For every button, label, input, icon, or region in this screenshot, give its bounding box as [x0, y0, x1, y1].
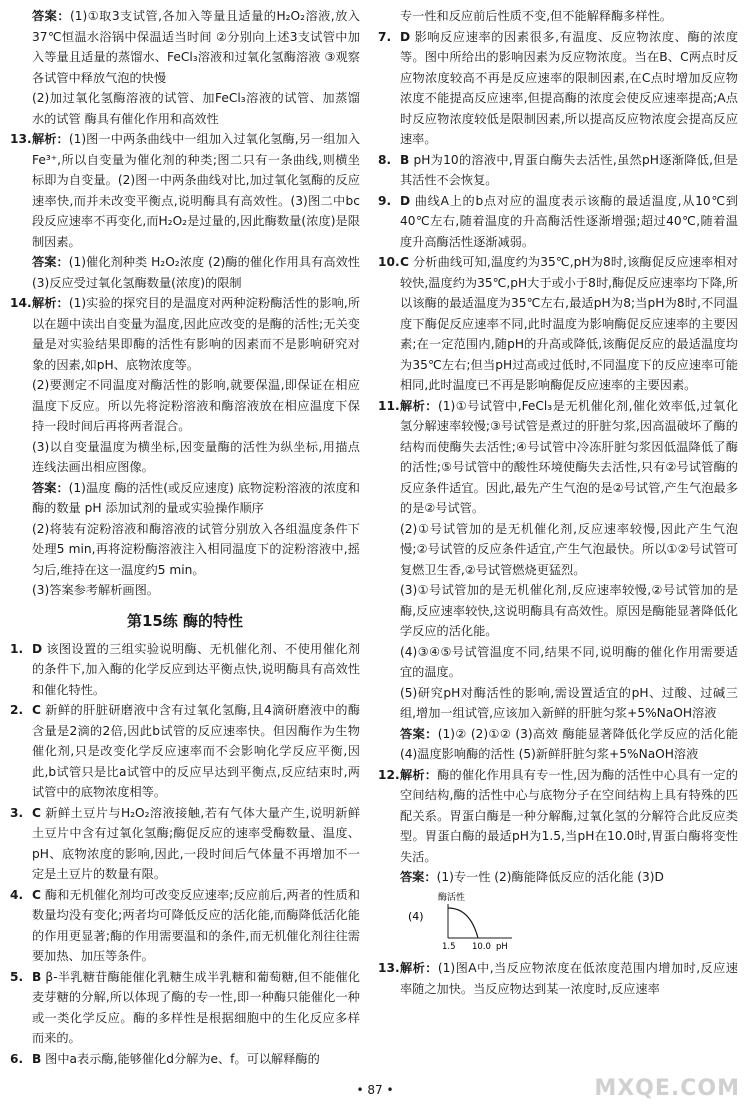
analysis-text: β-半乳糖苷酶能催化乳糖生成半乳糖和葡萄糖,但不能催化麦芽糖的分解,所以体现了酶的专一性,即一种酶只能催化一种或一类化学反应。酶的多样性是根据细胞中的生化反应多样而来的。 — [32, 969, 360, 1045]
question-number: 12. — [378, 767, 400, 782]
answer-label: 答案： — [32, 255, 69, 269]
watermark: MXQE.COM — [594, 1076, 740, 1101]
answer-text: (1)温度 酶的活性(或反应速度) 底物淀粉溶液的浓度和酶的数量 pH 添加试剂的量或实验操作顺序 — [32, 480, 360, 515]
chart-ylabel: 酶活性 — [438, 892, 466, 903]
analysis-text: (5)研究pH对酶活性的影响,需设置适宜的pH、过酸、过碱三组,增加一组试管,应该加入新鲜的肝脏匀浆+5%NaOH溶液 — [400, 685, 738, 720]
question-5 — [10, 967, 360, 1049]
question-number: 4. — [10, 887, 24, 902]
answer-text: (3)答案参考解析画图。 — [32, 583, 159, 597]
question-number: 2. — [10, 703, 24, 717]
section-title: 第15练 酶的特性 — [126, 611, 244, 630]
question-2 — [10, 700, 360, 803]
analysis-text: (1)图一中两条曲线中一组加入过氧化氢酶,另一组加入Fe³⁺,所以自变量为催化剂的种类;图二只有一条曲线,则横坐标即为自变量。(2)图一中两条曲线对比,加过氧化氢酶的反应速率快,而并未改变平衡点,说明酶具有高效性。(3)图二中bc段反应速率不再变化,而H₂O₂是过量的,因此酶数量(浓度)是限制因素。 — [32, 132, 361, 249]
question-13 — [10, 129, 360, 293]
chart-xlabel: pH — [496, 941, 508, 952]
analysis-label: 解析： — [400, 961, 438, 975]
analysis-label: 解析： — [400, 398, 438, 413]
analysis-text: pH为10的溶液中,胃蛋白酶失去活性,虽然pH逐渐降低,但是其活性不会恢复。 — [400, 152, 738, 187]
choice-letter: B — [32, 1051, 42, 1066]
choice-letter: B — [400, 152, 410, 167]
analysis-text: 影响反应速率的因素很多,有温度、反应物浓度、酶的浓度等。图中所给出的影响因素为反应物浓度。当在B、C两点时反应物浓度较高不再是反应速率的限制因素,在C点时增加反应物浓度不能提高反应速率,但提高酶的浓度会使反应速率提高;A点时反应物浓度较低是限制因素,所以提高反应物浓度会提高反应速率。 — [400, 29, 738, 146]
question-number: 14. — [10, 296, 32, 310]
analysis-text: 分析曲线可知,温度约为35℃,pH为8时,该酶促反应速率相对较快,温度约为35℃,pH大于或小于8时,酶促反应速率均下降,所以该酶的最适温度为35℃左右,最适pH为8;当pH为8时,不同温度下酶促反应速率不同,此时温度为影响酶促反应速率的主要因素;在一定范围内,随pH的升高或降低,该酶促反应的最适温度均为35℃左右;但当pH过高或过低时,不同温度下的反应速率可能相同,此时温度已不再是影响酶促反应速率的主要因素。 — [400, 255, 738, 392]
prev-answer-block — [10, 6, 360, 129]
question-3 — [10, 803, 360, 885]
analysis-text: 该图设置的三组实验说明酶、无机催化剂、不使用催化剂的条件下,加入酶的化学反应到达平衡点快,说明酶具有高效性和催化特性。 — [32, 641, 361, 697]
question-number: 10. — [378, 255, 400, 269]
answer-text: (1)专一性 (2)酶能降低反应的活化能 (3)D — [436, 870, 664, 884]
analysis-text: 专一性和反应前后性质不变,但不能解释酶多样性。 — [400, 9, 672, 23]
answer-label: 答案： — [32, 480, 69, 495]
sub-answer-label: (4) — [408, 909, 424, 923]
analysis-text: 图中a表示酶,能够催化d分解为e、f。可以解释酶的 — [45, 1051, 320, 1066]
analysis-text: 新鲜的肝脏研磨液中含有过氧化氢酶,且4滴研磨液中的酶含量是2滴的2倍,因此b试管的反应速率快。但因酶作为生物催化剂,只是改变化学反应速率而不会影响化学反应平衡,因此,b试管只是比a试管中的反应早达到平衡点,反应结束时,两试管中的底物浓度相等。 — [32, 703, 361, 799]
question-number: 13. — [378, 961, 400, 975]
answer-label: 答案： — [400, 726, 438, 741]
question-number: 5. — [10, 969, 24, 984]
question-number: 9. — [378, 193, 392, 208]
question-10 — [378, 252, 738, 396]
question-8 — [378, 150, 738, 191]
left-column — [10, 6, 360, 1069]
question-number: 7. — [378, 29, 392, 44]
answer-text: (1)② (2)①② (3)高效 酶能显著降低化学反应的活化能 (4)温度影响酶的活性 (5)新鲜肝脏匀浆+5%NaOH溶液 — [400, 726, 738, 761]
question-11 — [378, 396, 738, 765]
analysis-label: 解析： — [32, 296, 69, 310]
choice-letter: C — [400, 255, 409, 269]
analysis-text: (1)①号试管中,FeCl₃是无机催化剂,催化效率低,过氧化氢分解速率较慢;③号试管是煮过的肝脏匀浆,因高温破坏了酶的结构而使酶失去活性;④号试管中冷冻肝脏匀浆因低温降低了酶的活性;⑤号试管中的酸性环境使酶失去活性,只有②号试管酶的反应条件适宜。因此,最先产生气泡的是②号试管,产生气泡最多的是②号试管。 — [400, 398, 739, 515]
choice-letter: D — [400, 29, 411, 44]
choice-letter: C — [32, 887, 41, 902]
answer-line: (1)①取3支试管,各加入等量且适量的H₂O₂溶液,放入37℃恒温水浴锅中保温适当时间 ②分别向上述3支试管中加入等量且适量的蒸馏水、FeCl₃溶液和过氧化氢酶溶液 ③观察各试管中释放气泡的快慢 — [32, 9, 360, 85]
activity-curve — [448, 908, 478, 938]
question-13-right — [378, 958, 738, 999]
answer-line: (2)加过氧化氢酶溶液的试管、加FeCl₃溶液的试管、加蒸馏水的试管 酶具有催化作用和高效性 — [32, 91, 360, 126]
analysis-text: (2)要测定不同温度对酶活性的影响,就要保温,即保证在相应温度下反应。所以先将淀粉溶液和酶溶液放在相应温度下保持一段时间后再将两者混合。 — [32, 378, 360, 433]
analysis-text: 曲线A上的b点对应的温度表示该酶的最适温度,从10℃到40℃左右,随着温度的升高酶活性逐渐增强;超过40℃,随着温度升高酶活性逐渐减弱。 — [400, 193, 738, 249]
analysis-text: (2)①号试管加的是无机催化剂,反应速率较慢,因此产生气泡慢;②号试管的反应条件适宜,产生气泡最快。所以①②号试管可复燃卫生香,②号试管燃烧更猛烈。 — [400, 521, 738, 577]
right-column — [378, 6, 738, 999]
question-number: 1. — [10, 641, 24, 656]
tick-label: 10.0 — [472, 941, 491, 952]
page-number: • 87 • — [356, 1083, 394, 1097]
choice-letter: D — [32, 641, 43, 656]
analysis-text: (1)实验的探究目的是温度对两种淀粉酶活性的影响,所以在题中读出自变量为温度,因此应改变的是酶的活性;无关变量是对实验结果即酶的活性有影响的因素而不是影响研究对象的因素,如pH、底物浓度等。 — [32, 296, 361, 372]
question-number: 8. — [378, 152, 392, 167]
analysis-label: 解析： — [32, 132, 69, 146]
answer-text: (2)将装有淀粉溶液和酶溶液的试管分别放入各组温度条件下处理5 min,再将淀粉酶溶液注入相同温度下的淀粉溶液中,摇匀后,维持在这一温度约5 min。 — [32, 521, 360, 577]
tick-label: 1.5 — [442, 941, 456, 952]
analysis-text: 酶和无机催化剂均可改变反应速率;反应前后,两者的性质和数量均没有变化;两者均可降低反应的活化能,而酶降低活化能的作用更显著;酶的作用需要温和的条件,而无机催化剂往往需要加热、加压等条件。 — [32, 887, 360, 963]
choice-letter: D — [400, 193, 411, 208]
enzyme-activity-sketch-svg — [408, 890, 528, 952]
analysis-text: (1)图A中,当反应物浓度在低浓度范围内增加时,反应速率随之加快。当反应物达到某一浓度时,反应速率 — [400, 961, 738, 996]
question-number: 3. — [10, 805, 24, 820]
question-6-continued — [378, 6, 738, 27]
question-12 — [378, 765, 738, 959]
question-number: 6. — [10, 1051, 24, 1066]
question-4 — [10, 885, 360, 967]
question-number: 13. — [10, 132, 32, 146]
analysis-text: 酶的催化作用具有专一性,因为酶的活性中心具有一定的空间结构,酶的活性中心与底物分子在空间结构上具有特殊的匹配关系。胃蛋白酶是一种分解酶,过氧化氢的分解符合此反应类型。胃蛋白酶的最适pH为1.5,当pH在10.0时,胃蛋白酶将变性失活。 — [400, 767, 738, 864]
choice-letter: C — [32, 703, 41, 717]
analysis-text: (4)③④⑤号试管温度不同,结果不同,说明酶的催化作用需要适宜的温度。 — [400, 644, 738, 679]
question-1 — [10, 639, 360, 701]
question-7 — [378, 27, 738, 150]
analysis-text: (3)以自变量温度为横坐标,因变量酶的活性为纵坐标,用描点连线法画出相应图像。 — [32, 439, 360, 474]
choice-letter: B — [32, 969, 42, 984]
analysis-text: 新鲜土豆片与H₂O₂溶液接触,若有气体大量产生,说明新鲜土豆片中含有过氧化氢酶;酶促反应的速率受酶数量、温度、pH、底物浓度的影响,因此,一段时间后气体量不再增加不一定是土豆片的数量有限。 — [32, 805, 361, 881]
question-9 — [378, 191, 738, 253]
analysis-text: (3)①号试管加的是无机催化剂,反应速率较慢,②号试管加的是酶,反应速率较快,这说明酶具有高效性。原因是酶能显著降低化学反应的活化能。 — [400, 583, 738, 638]
enzyme-activity-sketch — [408, 890, 738, 959]
choice-letter: C — [32, 805, 41, 820]
question-number: 11. — [378, 398, 400, 413]
answer-label: 答案： — [32, 9, 71, 23]
question-6 — [10, 1049, 360, 1070]
answer-text: (1)催化剂种类 H₂O₂浓度 (2)酶的催化作用具有高效性 (3)反应受过氧化氢酶数量(浓度)的限制 — [32, 255, 360, 290]
analysis-label: 解析： — [400, 767, 438, 782]
answer-label: 答案： — [400, 870, 437, 884]
question-14 — [10, 293, 360, 601]
